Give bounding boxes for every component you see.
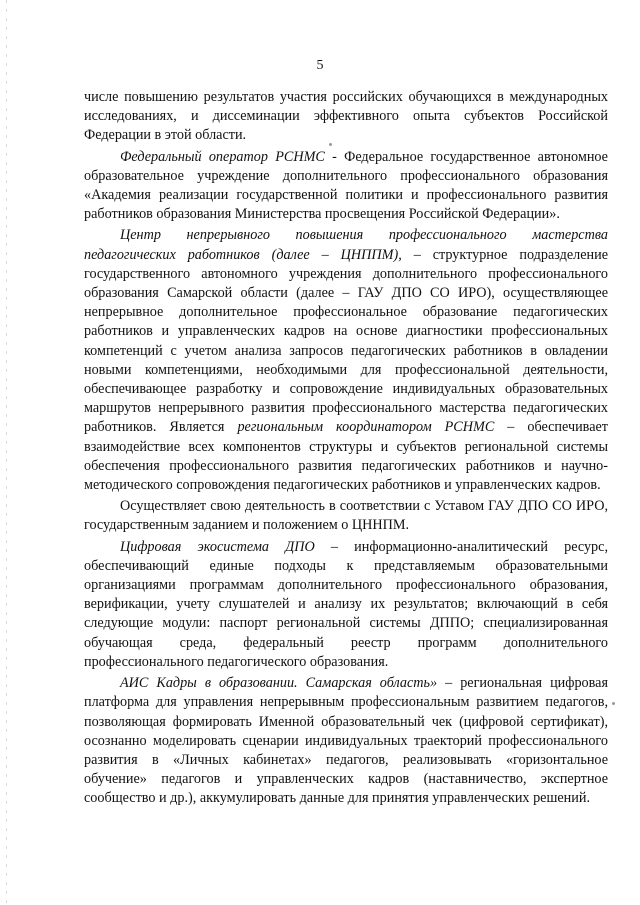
- paragraph-digital-ecosystem: [84, 538, 608, 672]
- document-body: [84, 88, 608, 809]
- scan-edge-artifact: [6, 0, 7, 905]
- term-federal-operator: Федеральный оператор РСНМС: [120, 148, 325, 165]
- paragraph-activity: Осуществляет свою деятельность в соответствии с Уставом ГАУ ДПО СО ИРО, государственным заданием и положением о ЦННПМ.: [84, 498, 608, 534]
- definition-cnppm: – структурное подразделение государственного автономного учреждения дополнительного профессионального образования Самарской области (далее – ГАУ ДПО СО ИРО), осуществляющее непрерывное дополнительное профессиональное образование педагогических работников и управленческих кадров на основе диагностики профессиональных компетенций с учетом анализа запросов педагогических работников в овладении новыми компетенциями, необходимыми для профессиональной деятельности, обеспечивающее разработку и сопровождение индивидуальных образовательных маршрутов непрерывного развития профессионального мастерства педагогических работников. Является: [84, 246, 609, 436]
- definition-digital-ecosystem: – информационно-аналитический ресурс, обеспечивающий единые подходы к представляемым образовательными организациями программам дополнительного профессионального образования, верификации, учету слушателей и анализу их результатов; включающий в себя следующие модули: паспорт региональной системы ДППО; специализированная обучающая среда, федеральный реестр программ дополнительного профессионального педагогического образования.: [84, 538, 608, 670]
- definition-regional-coordinator: – обеспечивает взаимодействие всех компонентов структуры и субъектов региональной системы обеспечения профессионального развития педагогических работников и научно-методического сопровождения педагогических работников и управленческих кадров.: [84, 419, 608, 494]
- scan-speck: [612, 702, 615, 705]
- paragraph-ais-kadry: [84, 674, 608, 808]
- term-ais-kadry: АИС Кадры в образовании. Самарская область»: [120, 675, 438, 692]
- term-digital-ecosystem: Цифровая экосистема ДПО: [120, 538, 315, 555]
- page-number: 5: [316, 58, 324, 73]
- term-regional-coordinator: региональным координатором РСНМС: [237, 419, 495, 436]
- definition-ais-kadry: – региональная цифровая платформа для управления непрерывным профессиональным развитием педагогов, позволяющая формировать Именной образовательный чек (цифровой сертификат), осознанно моделировать сценарии индивидуальных траекторий профессионального развития в «Личных кабинетах» педагогов, реализовывать «горизонтальное обучение» педагогов и управленческих кадров (наставничество, экспертное сообщество и др.), аккумулировать данные для принятия управленческих решений.: [84, 675, 608, 807]
- paragraph-cnppm: [84, 226, 608, 495]
- term-cnppm: Центр непрерывного повышения профессионального мастерства педагогических работников (далее – ЦНППМ),: [84, 227, 608, 263]
- definition-federal-operator: - Федеральное государственное автономное образовательное учреждение дополнительного профессионального образования «Академия реализации государственной политики и профессионального развития работников образования Министерства просвещения Российской Федерации».: [84, 148, 608, 223]
- paragraph-continuation: числе повышению результатов участия российских обучающихся в международных исследованиях, и диссеминации эффективного опыта субъектов Российской Федерации в этой области.: [84, 89, 608, 144]
- paragraph-federal-operator: [84, 148, 608, 225]
